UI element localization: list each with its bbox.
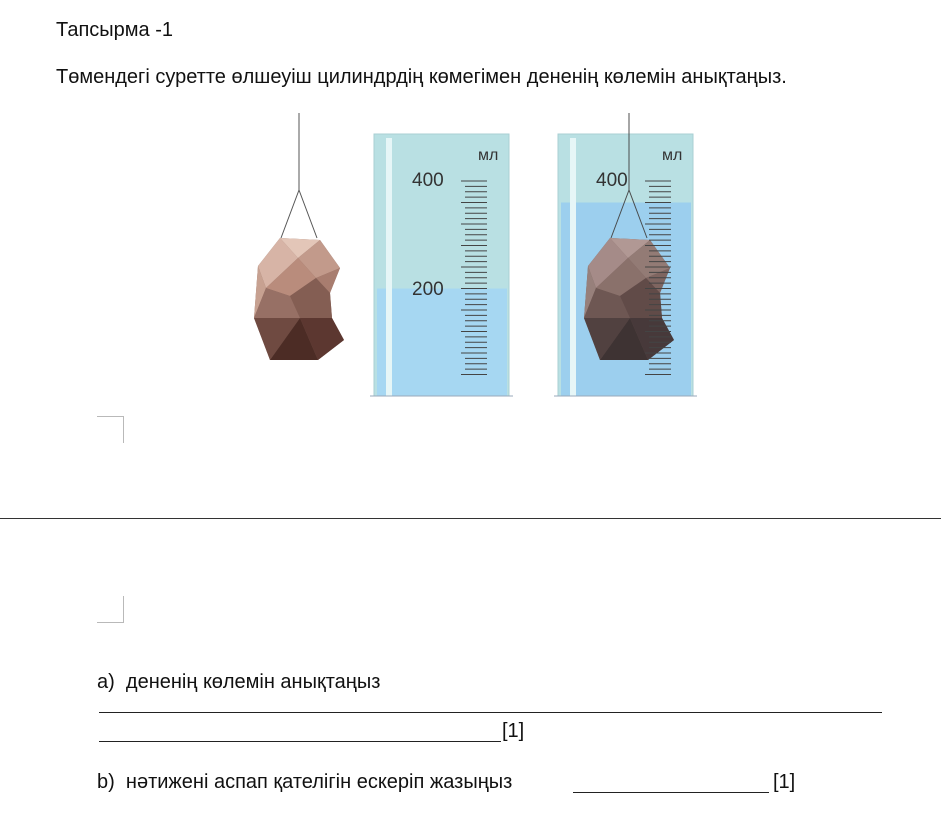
question-a: [97, 671, 380, 694]
tick-label-400-cylinder-1: 400: [412, 170, 444, 191]
task-title: Тапсырма -1: [56, 19, 173, 41]
water-cylinder-1: [377, 289, 507, 397]
unit-label-cylinder-1: мл: [478, 147, 499, 164]
cylinder-1: [370, 134, 513, 396]
cylinder-2: [554, 113, 697, 396]
question-b-text: нәтижені аспап қателігін ескеріп жазыңыз: [125, 771, 513, 793]
tick-label-400-cylinder-2: 400: [596, 170, 628, 191]
horizontal-divider: [0, 518, 941, 519]
task-instruction: Төмендегі суретте өлшеуіш цилиндрдің көмегімен дененің көлемін анықтаңыз.: [56, 66, 787, 88]
question-a-mark: [1]: [502, 720, 525, 742]
answer-line-a-1[interactable]: [99, 712, 882, 713]
unit-label-cylinder-2: мл: [662, 147, 683, 164]
stone-outside: [254, 113, 344, 360]
question-a-text: дененің көлемін анықтаңыз: [125, 671, 381, 693]
question-b-mark: [1]: [773, 771, 796, 793]
question-b-prefix: b): [97, 771, 115, 793]
corner-mark-bottom: [97, 596, 124, 623]
figure-svg: [240, 108, 710, 408]
tick-label-200-cylinder-1: 200: [412, 279, 444, 300]
question-a-prefix: a): [97, 671, 115, 693]
answer-line-a-2[interactable]: [99, 741, 501, 742]
corner-mark-top: [97, 416, 124, 443]
measuring-cylinder-figure: [240, 108, 710, 408]
answer-line-b[interactable]: [573, 792, 769, 793]
question-b: [97, 771, 512, 794]
